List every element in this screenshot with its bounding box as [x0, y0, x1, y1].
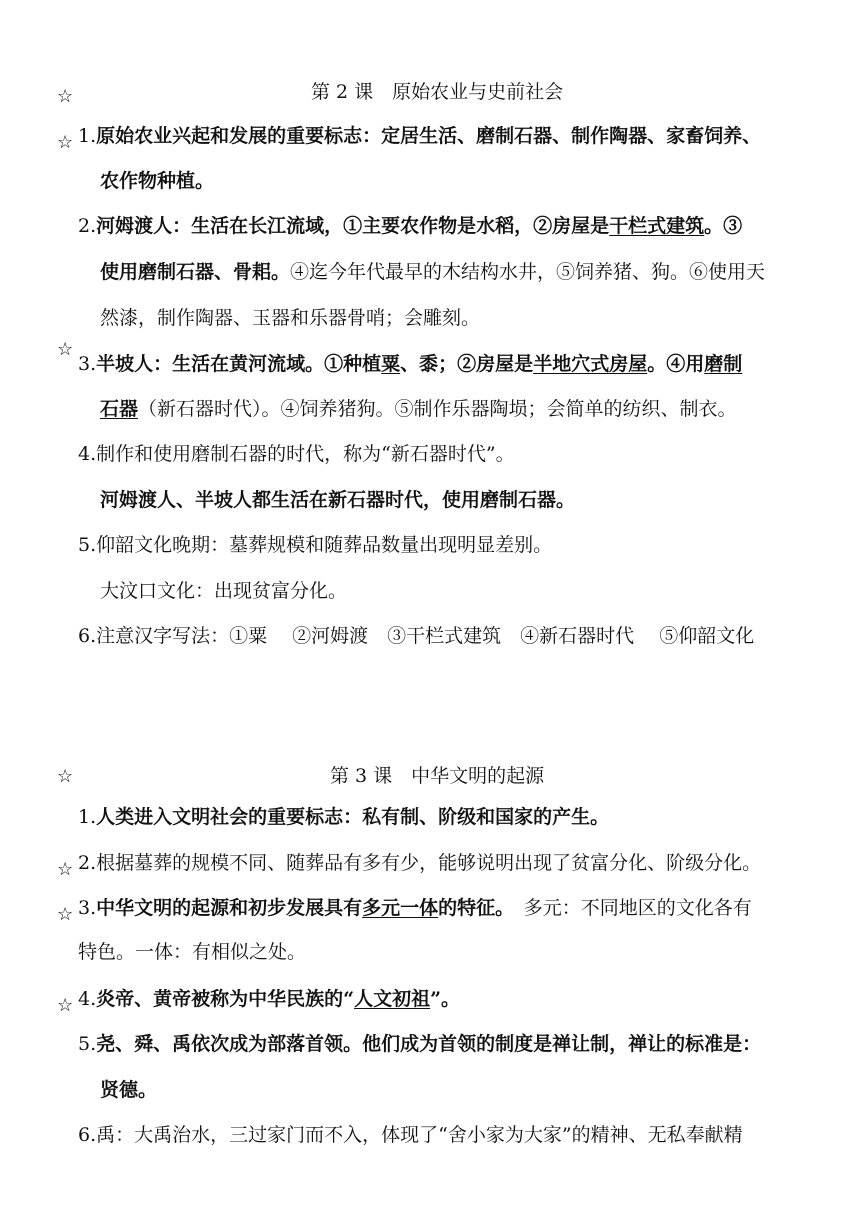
lesson-2-item-4-cont: 河姆渡人、半坡人都生活在新石器时代，使用磨制石器。 — [100, 489, 576, 511]
lesson-2-item-1: 1.原始农业兴起和发展的重要标志：定居生活、磨制石器、制作陶器、家畜饲养、 — [78, 125, 762, 147]
lesson-3-item-5-cont: 贤德。 — [100, 1079, 158, 1101]
lesson-2-item-3-cont: 石器（新石器时代）。④饲养猪狗。⑤制作乐器陶埙；会简单的纺织、制衣。 — [100, 398, 737, 420]
star-icon: ☆ — [57, 904, 74, 925]
star-icon: ☆ — [57, 86, 74, 107]
lesson-2-item-2: 2.河姆渡人：生活在长江流域，①主要农作物是水稻，②房屋是干栏式建筑。③ — [78, 215, 743, 237]
lesson-2-item-6: 6.注意汉字写法：①粟 ②河姆渡 ③干栏式建筑 ④新石器时代 ⑤仰韶文化 — [78, 625, 755, 647]
star-icon: ☆ — [57, 339, 74, 360]
lesson-3-title: 第 3 课 中华文明的起源 — [330, 765, 545, 787]
lesson-3-item-6: 6.禹：大禹治水，三过家门而不入，体现了“舍小家为大家”的精神、无私奉献精 — [78, 1124, 743, 1146]
lesson-2-item-5-cont: 大汶口文化：出现贫富分化。 — [100, 580, 348, 602]
lesson-2-title: 第 2 课 原始农业与史前社会 — [311, 81, 564, 103]
lesson-3-item-3: 3.中华文明的起源和初步发展具有多元一体的特征。 多元：不同地区的文化各有 — [78, 897, 752, 919]
star-icon: ☆ — [57, 766, 74, 787]
star-icon: ☆ — [57, 859, 74, 880]
lesson-3-item-1: 1.人类进入文明社会的重要标志：私有制、阶级和国家的产生。 — [78, 806, 610, 828]
lesson-3-item-2: 2.根据墓葬的规模不同、随葬品有多有少，能够说明出现了贫富分化、阶级分化。 — [78, 852, 762, 874]
lesson-2-item-1-cont: 农作物种植。 — [100, 170, 215, 192]
star-icon: ☆ — [57, 132, 74, 153]
lesson-2-item-4: 4.制作和使用磨制石器的时代，称为“新石器时代”。 — [78, 443, 515, 465]
lesson-2-item-2-cont: 使用磨制石器、骨耜。④迄今年代最早的木结构水井，⑤饲养猪、狗。⑥使用天 — [100, 261, 766, 283]
star-icon: ☆ — [57, 995, 74, 1016]
lesson-3-item-4: 4.炎帝、黄帝被称为中华民族的“人文初祖”。 — [78, 988, 461, 1010]
lesson-3-item-3-cont: 特色。一体：有相似之处。 — [78, 941, 307, 963]
lesson-2-item-2-cont-2: 然漆，制作陶器、玉器和乐器骨哨；会雕刻。 — [100, 307, 481, 329]
lesson-2-item-5: 5.仰韶文化晚期：墓葬规模和随葬品数量出现明显差别。 — [78, 534, 553, 556]
lesson-3-item-5: 5.尧、舜、禹依次成为部落首领。他们成为首领的制度是禅让制，禅让的标准是： — [78, 1033, 762, 1055]
lesson-2-item-3: 3.半坡人：生活在黄河流域。①种植粟、黍；②房屋是半地穴式房屋。④用磨制 — [78, 353, 743, 375]
